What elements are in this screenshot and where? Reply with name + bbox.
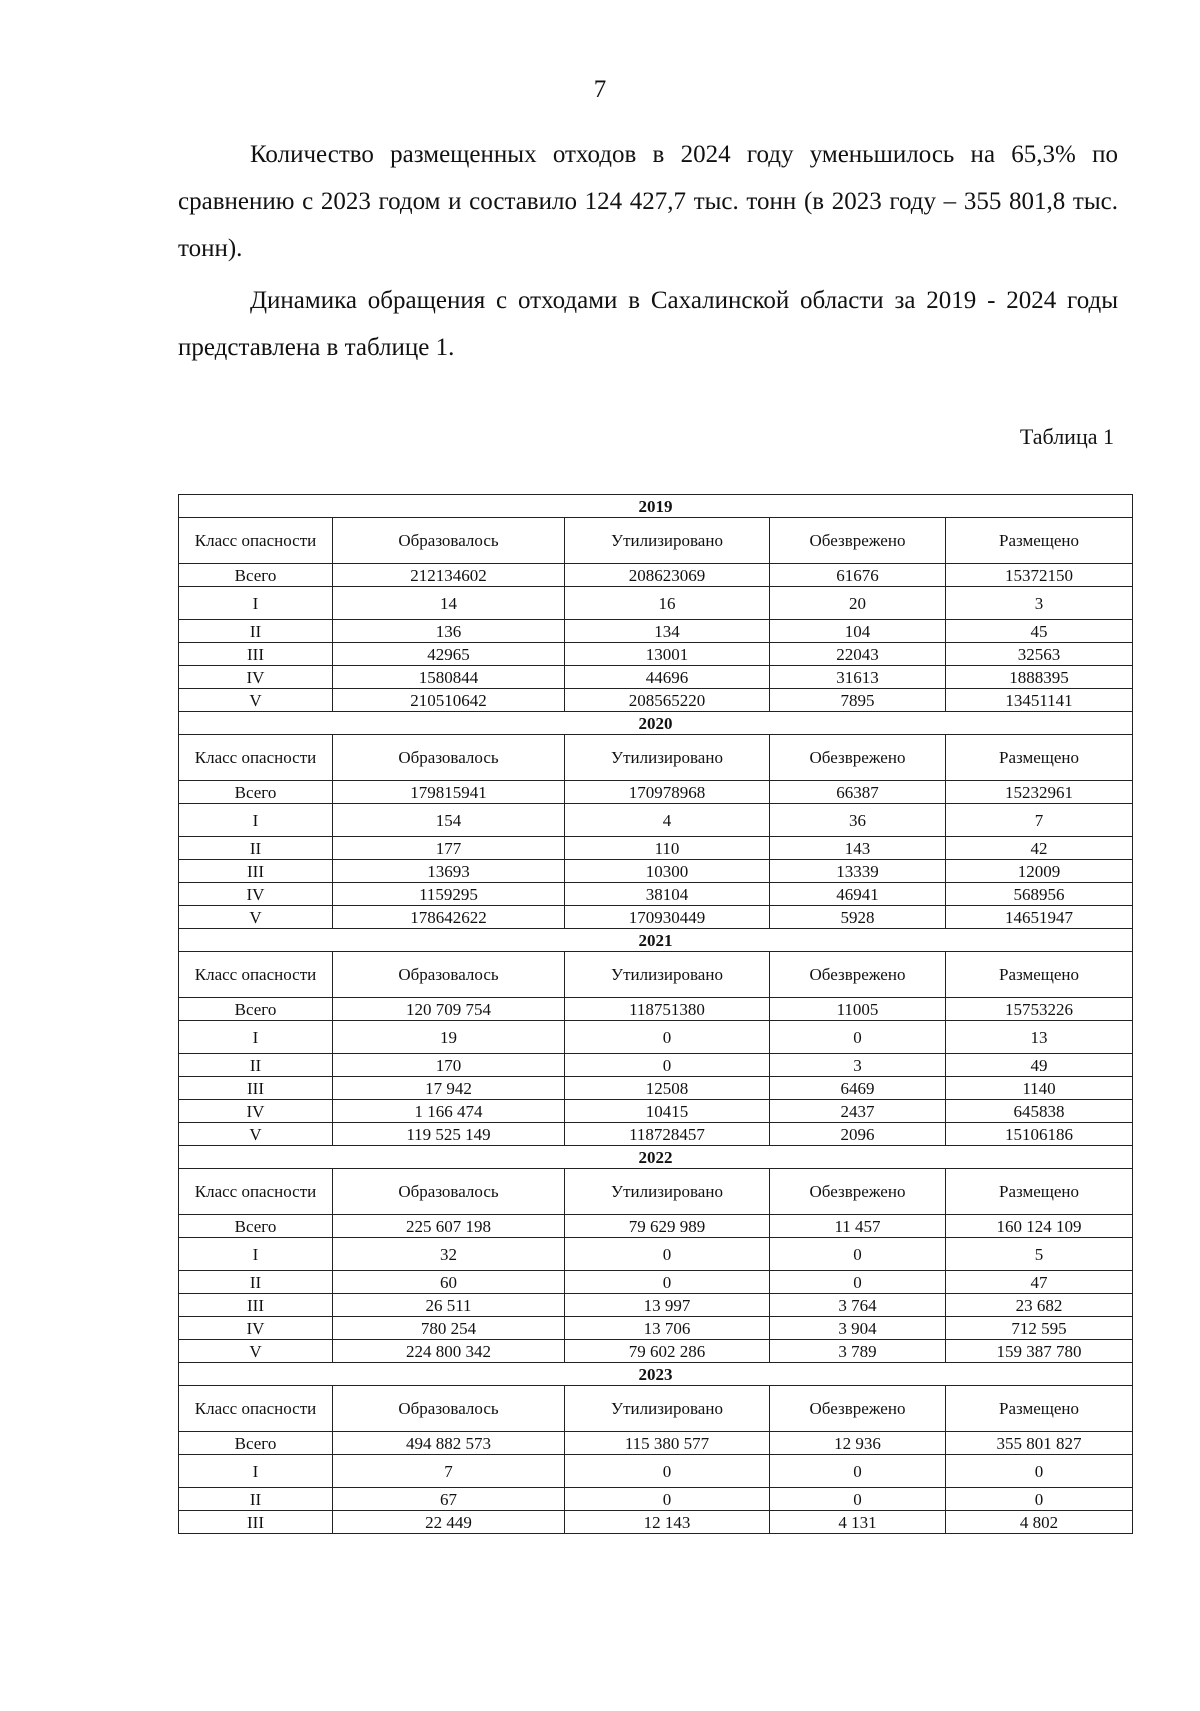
- year-label: 2022: [179, 1146, 1133, 1169]
- utilized-cell: 0: [565, 1455, 770, 1488]
- header-hazard-class: Класс опасности: [179, 952, 333, 998]
- table-row: [179, 689, 1133, 712]
- header-utilized: Утилизировано: [565, 735, 770, 781]
- table-row: [179, 1123, 1133, 1146]
- table-row: [179, 1294, 1133, 1317]
- year-row: [179, 712, 1133, 735]
- placed-cell: 0: [946, 1488, 1133, 1511]
- neutralized-cell: 12 936: [770, 1432, 946, 1455]
- generated-cell: 22 449: [333, 1511, 565, 1534]
- utilized-cell: 0: [565, 1238, 770, 1271]
- header-utilized: Утилизировано: [565, 952, 770, 998]
- table-row: [179, 1271, 1133, 1294]
- utilized-cell: 79 602 286: [565, 1340, 770, 1363]
- placed-cell: 14651947: [946, 906, 1133, 929]
- neutralized-cell: 13339: [770, 860, 946, 883]
- paragraph-text: Количество размещенных отходов в 2024 году уменьшилось на 65,3% по сравнению с 2023 годом и составило 124 427,7 тыс. тонн (в 2023 году – 355 801,8 тыс. тонн).: [178, 141, 1118, 262]
- utilized-cell: 13001: [565, 643, 770, 666]
- table-row: [179, 1054, 1133, 1077]
- hazard-class-cell: Всего: [179, 998, 333, 1021]
- table-row: [179, 1100, 1133, 1123]
- generated-cell: 224 800 342: [333, 1340, 565, 1363]
- neutralized-cell: 0: [770, 1238, 946, 1271]
- table-row: [179, 837, 1133, 860]
- waste-dynamics-table: [178, 494, 1133, 1534]
- hazard-class-cell: II: [179, 837, 333, 860]
- placed-cell: 160 124 109: [946, 1215, 1133, 1238]
- placed-cell: 13: [946, 1021, 1133, 1054]
- table-row: [179, 883, 1133, 906]
- header-neutralized: Обезврежено: [770, 1386, 946, 1432]
- table-row: [179, 666, 1133, 689]
- neutralized-cell: 46941: [770, 883, 946, 906]
- neutralized-cell: 11005: [770, 998, 946, 1021]
- generated-cell: 212134602: [333, 564, 565, 587]
- header-hazard-class: Класс опасности: [179, 1169, 333, 1215]
- utilized-cell: 134: [565, 620, 770, 643]
- generated-cell: 494 882 573: [333, 1432, 565, 1455]
- neutralized-cell: 11 457: [770, 1215, 946, 1238]
- total-row: [179, 1215, 1133, 1238]
- column-header-row: [179, 518, 1133, 564]
- header-neutralized: Обезврежено: [770, 735, 946, 781]
- table-row: [179, 587, 1133, 620]
- utilized-cell: 208623069: [565, 564, 770, 587]
- placed-cell: 645838: [946, 1100, 1133, 1123]
- hazard-class-cell: Всего: [179, 564, 333, 587]
- hazard-class-cell: II: [179, 620, 333, 643]
- generated-cell: 60: [333, 1271, 565, 1294]
- total-row: [179, 1432, 1133, 1455]
- hazard-class-cell: I: [179, 587, 333, 620]
- year-row: [179, 1363, 1133, 1386]
- placed-cell: 15106186: [946, 1123, 1133, 1146]
- neutralized-cell: 3 904: [770, 1317, 946, 1340]
- hazard-class-cell: I: [179, 1021, 333, 1054]
- header-utilized: Утилизировано: [565, 518, 770, 564]
- neutralized-cell: 7895: [770, 689, 946, 712]
- placed-cell: 4 802: [946, 1511, 1133, 1534]
- page-number: 7: [593, 76, 607, 103]
- placed-cell: 0: [946, 1455, 1133, 1488]
- hazard-class-cell: IV: [179, 883, 333, 906]
- year-label: 2019: [179, 495, 1133, 518]
- utilized-cell: 0: [565, 1271, 770, 1294]
- header-hazard-class: Класс опасности: [179, 518, 333, 564]
- generated-cell: 780 254: [333, 1317, 565, 1340]
- header-generated: Образовалось: [333, 952, 565, 998]
- placed-cell: 15232961: [946, 781, 1133, 804]
- neutralized-cell: 0: [770, 1021, 946, 1054]
- year-row: [179, 1146, 1133, 1169]
- neutralized-cell: 61676: [770, 564, 946, 587]
- header-utilized: Утилизировано: [565, 1169, 770, 1215]
- placed-cell: 1888395: [946, 666, 1133, 689]
- generated-cell: 13693: [333, 860, 565, 883]
- hazard-class-cell: II: [179, 1054, 333, 1077]
- header-placed: Размещено: [946, 952, 1133, 998]
- year-row: [179, 929, 1133, 952]
- column-header-row: [179, 1386, 1133, 1432]
- placed-cell: 3: [946, 587, 1133, 620]
- utilized-cell: 12508: [565, 1077, 770, 1100]
- hazard-class-cell: III: [179, 1077, 333, 1100]
- neutralized-cell: 6469: [770, 1077, 946, 1100]
- hazard-class-cell: I: [179, 1455, 333, 1488]
- placed-cell: 15372150: [946, 564, 1133, 587]
- placed-cell: 355 801 827: [946, 1432, 1133, 1455]
- generated-cell: 17 942: [333, 1077, 565, 1100]
- utilized-cell: 79 629 989: [565, 1215, 770, 1238]
- table-row: [179, 804, 1133, 837]
- generated-cell: 7: [333, 1455, 565, 1488]
- table-row: [179, 860, 1133, 883]
- year-row: [179, 495, 1133, 518]
- generated-cell: 136: [333, 620, 565, 643]
- placed-cell: 159 387 780: [946, 1340, 1133, 1363]
- placed-cell: 1140: [946, 1077, 1133, 1100]
- generated-cell: 170: [333, 1054, 565, 1077]
- table-row: [179, 620, 1133, 643]
- utilized-cell: 110: [565, 837, 770, 860]
- column-header-row: [179, 735, 1133, 781]
- hazard-class-cell: II: [179, 1488, 333, 1511]
- hazard-class-cell: Всего: [179, 1432, 333, 1455]
- neutralized-cell: 31613: [770, 666, 946, 689]
- generated-cell: 1 166 474: [333, 1100, 565, 1123]
- neutralized-cell: 22043: [770, 643, 946, 666]
- header-generated: Образовалось: [333, 518, 565, 564]
- table-row: [179, 1511, 1133, 1534]
- utilized-cell: 118728457: [565, 1123, 770, 1146]
- generated-cell: 179815941: [333, 781, 565, 804]
- neutralized-cell: 3: [770, 1054, 946, 1077]
- header-neutralized: Обезврежено: [770, 1169, 946, 1215]
- generated-cell: 178642622: [333, 906, 565, 929]
- total-row: [179, 781, 1133, 804]
- placed-cell: 12009: [946, 860, 1133, 883]
- generated-cell: 177: [333, 837, 565, 860]
- header-neutralized: Обезврежено: [770, 952, 946, 998]
- generated-cell: 26 511: [333, 1294, 565, 1317]
- table-row: [179, 1340, 1133, 1363]
- table-row: [179, 1021, 1133, 1054]
- utilized-cell: 170978968: [565, 781, 770, 804]
- utilized-cell: 38104: [565, 883, 770, 906]
- table-caption: Таблица 1: [1019, 424, 1114, 449]
- table-row: [179, 1488, 1133, 1511]
- header-hazard-class: Класс опасности: [179, 735, 333, 781]
- placed-cell: 42: [946, 837, 1133, 860]
- neutralized-cell: 3 789: [770, 1340, 946, 1363]
- total-row: [179, 998, 1133, 1021]
- neutralized-cell: 5928: [770, 906, 946, 929]
- table-row: [179, 1077, 1133, 1100]
- utilized-cell: 208565220: [565, 689, 770, 712]
- total-row: [179, 564, 1133, 587]
- header-placed: Размещено: [946, 1169, 1133, 1215]
- utilized-cell: 12 143: [565, 1511, 770, 1534]
- utilized-cell: 10300: [565, 860, 770, 883]
- neutralized-cell: 0: [770, 1455, 946, 1488]
- placed-cell: 568956: [946, 883, 1133, 906]
- placed-cell: 49: [946, 1054, 1133, 1077]
- header-generated: Образовалось: [333, 1386, 565, 1432]
- column-header-row: [179, 1169, 1133, 1215]
- hazard-class-cell: Всего: [179, 1215, 333, 1238]
- placed-cell: 23 682: [946, 1294, 1133, 1317]
- placed-cell: 13451141: [946, 689, 1133, 712]
- utilized-cell: 118751380: [565, 998, 770, 1021]
- hazard-class-cell: IV: [179, 666, 333, 689]
- hazard-class-cell: I: [179, 804, 333, 837]
- utilized-cell: 16: [565, 587, 770, 620]
- generated-cell: 154: [333, 804, 565, 837]
- generated-cell: 19: [333, 1021, 565, 1054]
- neutralized-cell: 0: [770, 1271, 946, 1294]
- header-utilized: Утилизировано: [565, 1386, 770, 1432]
- header-generated: Образовалось: [333, 735, 565, 781]
- generated-cell: 225 607 198: [333, 1215, 565, 1238]
- hazard-class-cell: III: [179, 860, 333, 883]
- utilized-cell: 115 380 577: [565, 1432, 770, 1455]
- generated-cell: 42965: [333, 643, 565, 666]
- utilized-cell: 0: [565, 1054, 770, 1077]
- placed-cell: 45: [946, 620, 1133, 643]
- year-label: 2020: [179, 712, 1133, 735]
- neutralized-cell: 36: [770, 804, 946, 837]
- table-row: [179, 906, 1133, 929]
- hazard-class-cell: I: [179, 1238, 333, 1271]
- year-label: 2021: [179, 929, 1133, 952]
- header-generated: Образовалось: [333, 1169, 565, 1215]
- generated-cell: 120 709 754: [333, 998, 565, 1021]
- year-label: 2023: [179, 1363, 1133, 1386]
- header-neutralized: Обезврежено: [770, 518, 946, 564]
- paragraph-waste-placement: [178, 131, 1118, 272]
- neutralized-cell: 0: [770, 1488, 946, 1511]
- hazard-class-cell: V: [179, 689, 333, 712]
- neutralized-cell: 2096: [770, 1123, 946, 1146]
- hazard-class-cell: V: [179, 1123, 333, 1146]
- utilized-cell: 44696: [565, 666, 770, 689]
- neutralized-cell: 3 764: [770, 1294, 946, 1317]
- placed-cell: 712 595: [946, 1317, 1133, 1340]
- neutralized-cell: 2437: [770, 1100, 946, 1123]
- utilized-cell: 170930449: [565, 906, 770, 929]
- neutralized-cell: 4 131: [770, 1511, 946, 1534]
- table-row: [179, 1317, 1133, 1340]
- column-header-row: [179, 952, 1133, 998]
- hazard-class-cell: Всего: [179, 781, 333, 804]
- generated-cell: 1580844: [333, 666, 565, 689]
- generated-cell: 67: [333, 1488, 565, 1511]
- header-placed: Размещено: [946, 1386, 1133, 1432]
- header-placed: Размещено: [946, 735, 1133, 781]
- paragraph-dynamics: [178, 277, 1118, 371]
- placed-cell: 7: [946, 804, 1133, 837]
- utilized-cell: 13 706: [565, 1317, 770, 1340]
- table-row: [179, 1455, 1133, 1488]
- hazard-class-cell: IV: [179, 1100, 333, 1123]
- waste-table-body: [179, 495, 1133, 1534]
- neutralized-cell: 66387: [770, 781, 946, 804]
- neutralized-cell: 104: [770, 620, 946, 643]
- table-row: [179, 643, 1133, 666]
- utilized-cell: 0: [565, 1021, 770, 1054]
- placed-cell: 32563: [946, 643, 1133, 666]
- neutralized-cell: 143: [770, 837, 946, 860]
- generated-cell: 14: [333, 587, 565, 620]
- generated-cell: 1159295: [333, 883, 565, 906]
- neutralized-cell: 20: [770, 587, 946, 620]
- placed-cell: 15753226: [946, 998, 1133, 1021]
- hazard-class-cell: II: [179, 1271, 333, 1294]
- hazard-class-cell: V: [179, 906, 333, 929]
- header-hazard-class: Класс опасности: [179, 1386, 333, 1432]
- table-row: [179, 1238, 1133, 1271]
- hazard-class-cell: IV: [179, 1317, 333, 1340]
- hazard-class-cell: III: [179, 1511, 333, 1534]
- utilized-cell: 13 997: [565, 1294, 770, 1317]
- utilized-cell: 4: [565, 804, 770, 837]
- header-placed: Размещено: [946, 518, 1133, 564]
- hazard-class-cell: III: [179, 1294, 333, 1317]
- placed-cell: 5: [946, 1238, 1133, 1271]
- hazard-class-cell: III: [179, 643, 333, 666]
- generated-cell: 210510642: [333, 689, 565, 712]
- generated-cell: 32: [333, 1238, 565, 1271]
- utilized-cell: 0: [565, 1488, 770, 1511]
- generated-cell: 119 525 149: [333, 1123, 565, 1146]
- placed-cell: 47: [946, 1271, 1133, 1294]
- utilized-cell: 10415: [565, 1100, 770, 1123]
- hazard-class-cell: V: [179, 1340, 333, 1363]
- paragraph-text: Динамика обращения с отходами в Сахалинской области за 2019 - 2024 годы представлена в таблице 1.: [178, 287, 1118, 361]
